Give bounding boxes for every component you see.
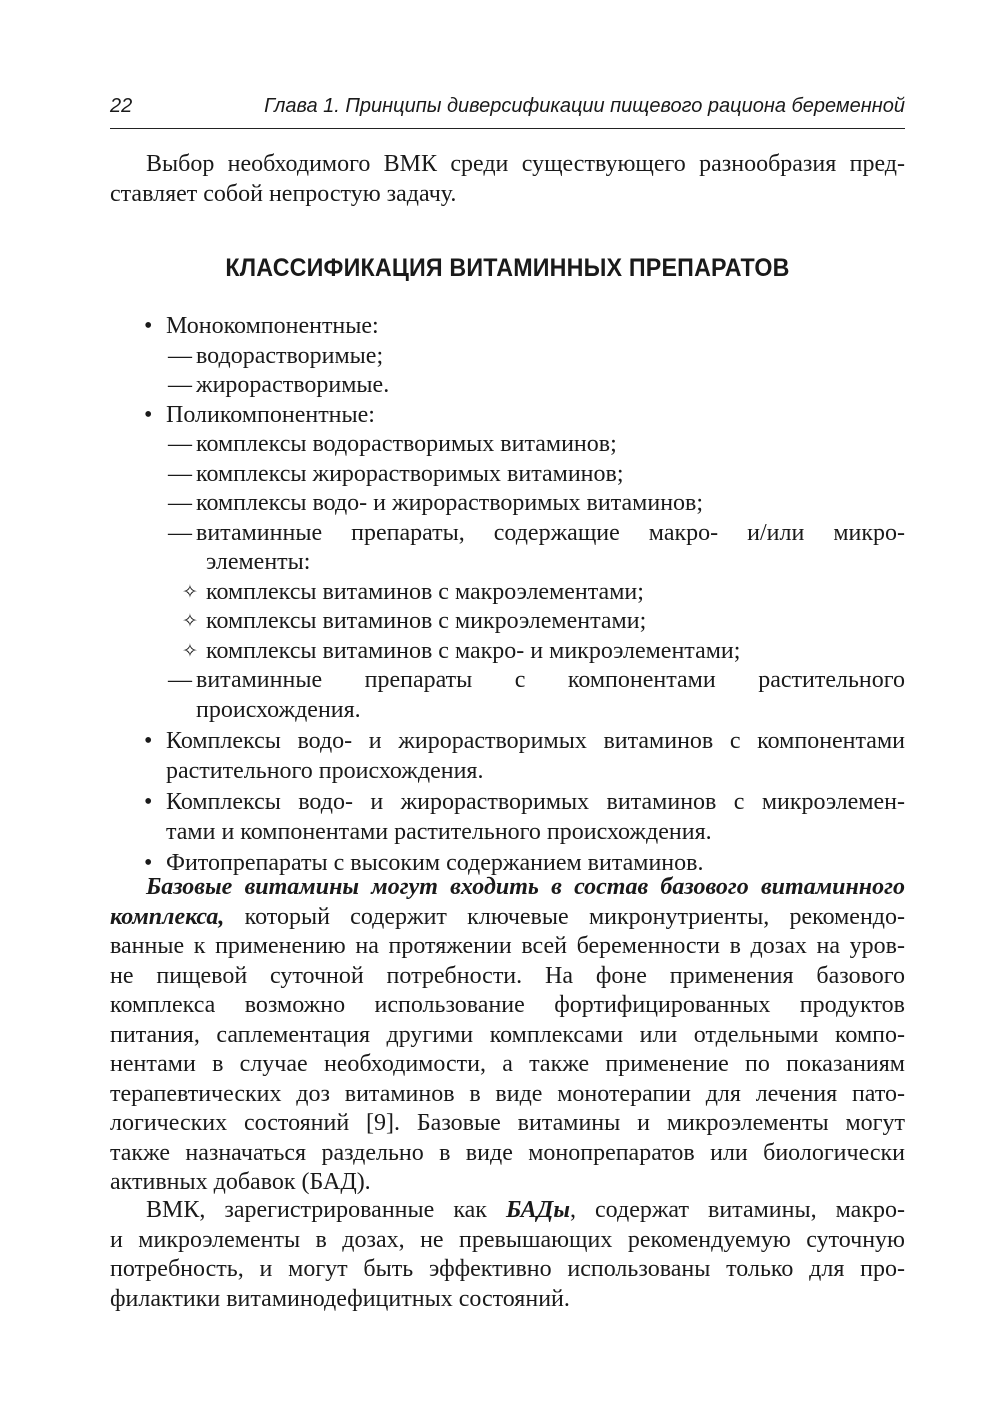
para-line: потребность, и могут быть эффективно использованы только для про- xyxy=(110,1256,905,1282)
bullet-marker: • xyxy=(144,401,153,428)
list-item-poly xyxy=(110,401,905,431)
classification-list xyxy=(110,312,905,879)
para-line: питания, саплементация другими комплексами или отдельными компо- xyxy=(110,1021,905,1048)
para-line: и микроэлементы в дозах, не превышающих рекомендуемую суточную xyxy=(110,1226,905,1253)
dash-marker: — xyxy=(168,372,192,398)
dash-marker: — xyxy=(168,460,192,487)
diamond-marker: ✧ xyxy=(182,610,198,632)
subsub-item-label: комплексы витаминов с макро- и микроэлементами; xyxy=(206,637,741,664)
bullet-marker: • xyxy=(144,728,153,754)
paragraph-base-vitamins xyxy=(110,873,905,1198)
sub-item xyxy=(110,489,905,519)
para-line: филактики витаминодефицитных состояний. xyxy=(110,1285,570,1312)
list-item-4 xyxy=(110,788,905,847)
sub-item-label: комплексы жирорастворимых витаминов; xyxy=(196,460,624,487)
list-item-line: тами и компонентами растительного происхождения. xyxy=(166,818,712,845)
sub-item-line: элементы: xyxy=(206,549,311,575)
intro-line-1: Выбор необходимого ВМК среди существующего разнообразия пред- xyxy=(146,151,905,177)
para-line xyxy=(110,873,905,903)
list-item-label: Поликомпонентные: xyxy=(166,401,375,428)
dash-marker: — xyxy=(168,490,192,516)
sub-item-label: водорастворимые; xyxy=(196,342,384,369)
sub-item xyxy=(110,342,905,372)
diamond-marker: ✧ xyxy=(182,580,198,603)
para-line: нентами в случае необходимости, а также применение по показаниям xyxy=(110,1051,905,1077)
section-heading: КЛАССИФИКАЦИЯ ВИТАМИННЫХ ПРЕПАРАТОВ xyxy=(225,254,790,282)
sub-item-label: комплексы водорастворимых витаминов; xyxy=(196,431,617,457)
para-text: , содержат витамины, макро- xyxy=(569,1197,905,1223)
dash-marker: — xyxy=(168,431,192,457)
para-line: ванные к применению на протяжении всей беременности в дозах на уров- xyxy=(110,933,905,959)
list-item-mono xyxy=(110,312,905,342)
subsub-item xyxy=(110,607,905,637)
para-line: активных добавок (БАД). xyxy=(110,1169,371,1195)
dash-marker: — xyxy=(168,519,192,546)
para-line: также назначаться раздельно в виде монопрепаратов или биологически xyxy=(110,1139,905,1166)
list-item-line: растительного происхождения. xyxy=(166,757,484,784)
sub-item xyxy=(110,430,905,460)
para-emphasis: Базовые витамины могут входить в состав базового витаминного xyxy=(146,874,905,900)
bullet-marker: • xyxy=(144,313,153,339)
para-line xyxy=(110,903,905,933)
sub-item xyxy=(110,371,905,401)
sub-item-label: комплексы водо- и жирорастворимых витаминов; xyxy=(196,490,704,516)
para-text: который содержит ключевые микронутриенты, рекомендо- xyxy=(224,903,905,930)
sub-item-line: витаминные препараты с компонентами растительного xyxy=(196,667,905,693)
intro-line-2: ставляет собой непростую задачу. xyxy=(110,180,457,207)
sub-item-line: происхождения. xyxy=(196,696,361,723)
dash-marker: — xyxy=(168,342,192,369)
intro-paragraph xyxy=(110,150,905,209)
list-item-label: Фитопрепараты с высоким содержанием витаминов. xyxy=(166,850,704,876)
para-line: терапевтических доз витаминов в виде монотерапии для лечения пато- xyxy=(110,1080,905,1107)
para-text: ВМК, зарегистрированные как xyxy=(146,1197,506,1223)
para-line: логических состояний [9]. Базовые витамины и микроэлементы могут xyxy=(110,1110,905,1136)
sub-item-label: жирорастворимые. xyxy=(196,372,390,398)
chapter-title: Глава 1. Принципы диверсификации пищевого рациона беременной xyxy=(264,95,905,117)
bullet-marker: • xyxy=(144,789,153,815)
para-emphasis: БАДы xyxy=(505,1197,570,1223)
sub-item xyxy=(110,519,905,578)
sub-item xyxy=(110,460,905,490)
para-line xyxy=(110,1196,905,1226)
dash-marker: — xyxy=(168,667,192,693)
diamond-marker: ✧ xyxy=(182,639,198,662)
list-item-3 xyxy=(110,727,905,786)
subsub-item xyxy=(110,578,905,608)
subsub-item xyxy=(110,637,905,667)
list-item-label: Монокомпонентные: xyxy=(166,313,379,339)
running-head xyxy=(110,92,905,129)
sub-item-line: витаминные препараты, содержащие макро- и/или микро- xyxy=(196,519,905,546)
para-line: комплекса возможно использование фортифицированных продуктов xyxy=(110,992,905,1018)
bullet-marker: • xyxy=(144,850,153,876)
paragraph-bad xyxy=(110,1196,905,1314)
subsub-item-label: комплексы витаминов с макроэлементами; xyxy=(206,578,644,605)
subsub-item-label: комплексы витаминов с микроэлементами; xyxy=(206,608,647,634)
page-number: 22 xyxy=(110,95,133,117)
sub-item xyxy=(110,666,905,725)
list-item-line: Комплексы водо- и жирорастворимых витаминов с компонентами xyxy=(166,728,905,754)
para-line: не пищевой суточной потребности. На фоне применения базового xyxy=(110,962,905,989)
list-item-line: Комплексы водо- и жирорастворимых витаминов с микроэлемен- xyxy=(166,789,905,815)
para-emphasis: комплекса, xyxy=(110,903,225,930)
